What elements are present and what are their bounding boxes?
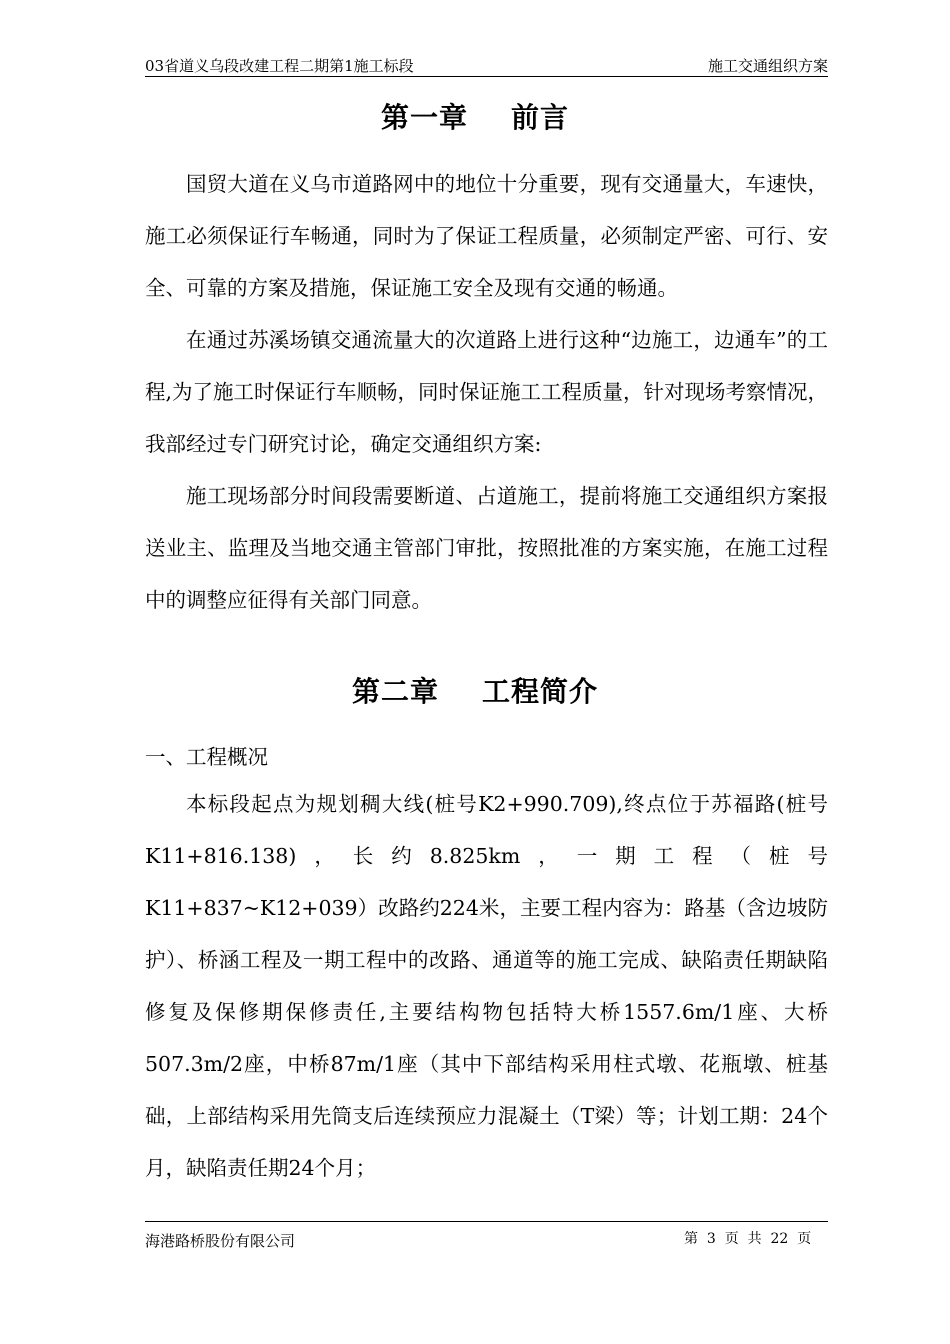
header-project-title: 03省道义乌段改建工程二期第1施工标段 [145,57,414,75]
page-footer [145,1221,828,1250]
paragraph: 国贸大道在义乌市道路网中的地位十分重要，现有交通量大，车速快，施工必须保证行车畅通，同时为了保证工程质量，必须制定严密、可行、安全、可靠的方案及措施，保证施工安全及现有交通的畅通。 [145,172,828,300]
chapter-1-body [145,158,828,626]
chapter-2-body [145,778,828,1194]
footer-company-name: 海港路桥股份有限公司 [145,1232,296,1250]
paragraph: 本标段起点为规划稠大线(桩号K2+990.709),终点位于苏福路(桩号K11+816.138)，长约8.825km，一期工程（桩号K11+837~K12+039）改路约224米，主要工程内容为：路基（含边坡防护）、桥涵工程及一期工程中的改路、通道等的施工完成、缺陷责任期缺陷修复及保修期保修责任,主要结构物包括特大桥1557.6m/1座、大桥507.3m/2座，中桥87m/1座（其中下部结构采用柱式墩、花瓶墩、桩基础，上部结构采用先筒支后连续预应力混凝土（T梁）等；计划工期：24个月，缺陷责任期24个月； [145,792,828,1180]
header-document-title: 施工交通组织方案 [707,57,828,75]
chapter-1-title: 第一章 前言 [381,101,569,134]
footer-page-number: 第 3 页 共 22 页 [684,1231,812,1247]
section-title: 一、工程概况 [145,745,268,769]
paragraph: 在通过苏溪场镇交通流量大的次道路上进行这种“边施工，边通车”的工程,为了施工时保证行车顺畅，同时保证施工工程质量，针对现场考察情况，我部经过专门研究讨论，确定交通组织方案: [145,328,829,456]
page-header [145,50,828,77]
chapter-2-title: 第二章 工程简介 [352,675,598,708]
paragraph: 施工现场部分时间段需要断道、占道施工，提前将施工交通组织方案报送业主、监理及当地交通主管部门审批，按照批准的方案实施，在施工过程中的调整应征得有关部门同意。 [145,484,828,612]
